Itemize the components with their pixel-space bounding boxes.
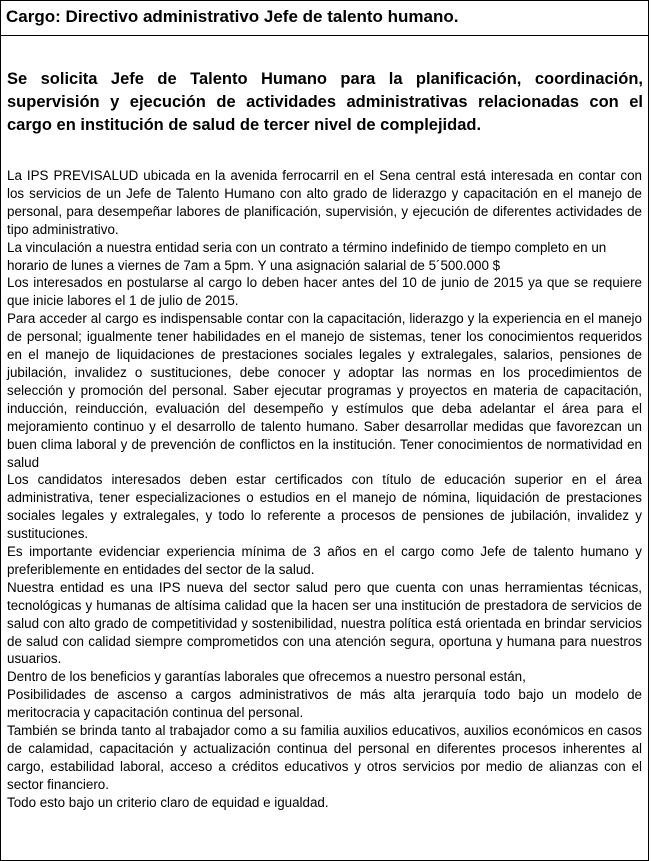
paragraph-education: Los candidatos interesados deben estar certificados con título de educación superior en el área administrativa, tener especializaciones o estudios en el manejo de nómina, liquidación de prestaciones sociales legales y extralegales, y todo lo referente a procesos de pensiones de jubilación, invalidez y sustituciones.: [7, 472, 642, 542]
paragraph-deadline: Los interesados en postularse al cargo lo deben hacer antes del 10 de junio de 2015 ya que se requiere que inicie labores el 1 de julio de 2015.: [7, 275, 642, 309]
paragraph-requirements: Para acceder al cargo es indispensable contar con la capacitación, liderazgo y la experiencia en el manejo de personal; igualmente tener habilidades en el manejo de sistemas, tener los conocimientos requeridos en el manejo de liquidaciones de prestaciones sociales legales y extralegales, salarios, pensiones de jubilación, invalidez o sustituciones, debe conocer y adoptar las normas en los procedimientos de selección y promoción del personal. Saber ejecutar programas y proyectos en materia de capacitación, inducción, reinducción, evaluación del desempeño y estímulos que deba adelantar el área para el mejoramiento continuo y el desarrollo de talento humano. Saber desarrollar medidas que favorezcan un buen clima laboral y de prevención de conflictos en la institución. Tener conocimientos de normatividad en salud: [7, 311, 642, 470]
job-title-box: [0, 0, 649, 36]
paragraph-benefits: También se brinda tanto al trabajador como a su familia auxilios educativos, auxilios económicos en casos de calamidad, capacitación y actualización continua del personal en diferentes procesos inherentes al cargo, estabilidad laboral, acceso a créditos educativos y otros servicios por medio de alianzas con el sector financiero.: [7, 723, 642, 792]
job-description-box: [0, 36, 649, 861]
paragraph-benefits-intro: Dentro de los beneficios y garantías laborales que ofrecemos a nuestro personal están,: [7, 669, 526, 685]
paragraph-closing: Todo esto bajo un criterio claro de equidad e igualdad.: [7, 794, 329, 810]
job-headline: Se solicita Jefe de Talento Humano para la planificación, coordinación, supervisión y ejecución de actividades administrativas relacionadas con el cargo en institución de salud de tercer nivel de complejidad.: [7, 70, 643, 134]
paragraph-intro: La IPS PREVISALUD ubicada en la avenida ferrocarril en el Sena central está interesada en contar con los servicios de un Jefe de Talento Humano con alto grado de liderazgo y capacitación en el manejo de personal, para desempeñar labores de planificación, supervisión, y ejecución de diferentes actividades de tipo administrativo.: [7, 168, 642, 237]
paragraph-entity: Nuestra entidad es una IPS nueva del sector salud pero que cuenta con unas herramientas técnicas, tecnológicas y humanas de altísima calidad que la hacen ser una institución de prestadora de servicios de salud con alto grado de competitividad y sostenibilidad, nuestra política está orientada en brindar servicios de salud con calidad siempre comprometidos con una atención segura, oportuna y humana para nuestros usuarios.: [7, 579, 642, 667]
paragraph-promotion: Posibilidades de ascenso a cargos administrativos de más alta jerarquía todo bajo un modelo de meritocracia y capacitación continua del personal.: [7, 687, 642, 721]
paragraph-experience: Es importante evidenciar experiencia mínima de 3 años en el cargo como Jefe de talento humano y preferiblemente en entidades del sector de la salud.: [7, 544, 642, 577]
job-title: Cargo: Directivo administrativo Jefe de talento humano.: [6, 7, 459, 26]
paragraph-contract: La vinculación a nuestra entidad seria con un contrato a término indefinido de tiempo completo en un horario de lunes a viernes de 7am a 5pm. Y una asignación salarial de 5´500.000 $: [7, 239, 607, 273]
job-description-text: [7, 167, 642, 812]
